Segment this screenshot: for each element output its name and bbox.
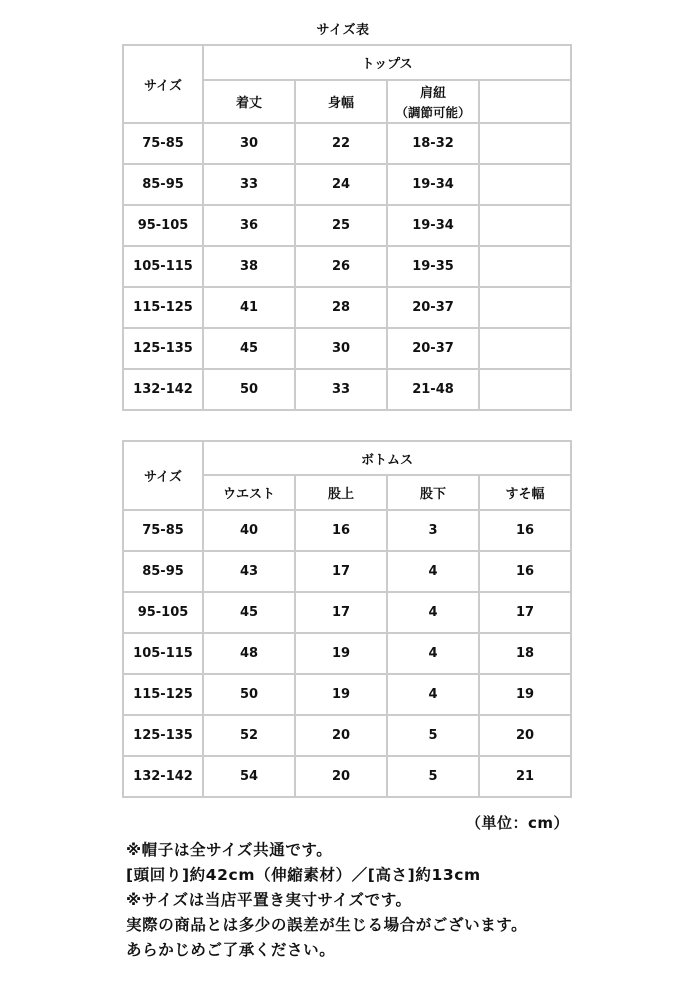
table-row (123, 328, 571, 369)
data-cell: 26 (295, 246, 387, 287)
data-cell: 54 (203, 756, 295, 797)
data-cell (479, 287, 571, 328)
data-cell: 17 (295, 551, 387, 592)
size-cell: 95-105 (123, 205, 203, 246)
unit-label: （単位：cm） (466, 814, 570, 832)
data-cell: 19-35 (387, 246, 479, 287)
data-cell: 20 (295, 756, 387, 797)
data-cell: 50 (203, 369, 295, 410)
data-cell: 20 (295, 715, 387, 756)
size-cell: 125-135 (123, 715, 203, 756)
column-header-hem-width: すそ幅 (479, 475, 571, 510)
note-line: 実際の商品とは多少の誤差が生じる場合がございます。 (126, 916, 528, 934)
data-cell: 19 (295, 674, 387, 715)
tops-header-row (123, 45, 571, 80)
note-line: ※帽子は全サイズ共通です。 (126, 841, 333, 859)
data-cell: 50 (203, 674, 295, 715)
data-cell: 19 (479, 674, 571, 715)
column-header-inseam: 股下 (387, 475, 479, 510)
tops-size-table (122, 44, 572, 411)
table-row (123, 756, 571, 797)
data-cell (479, 205, 571, 246)
size-cell: 75-85 (123, 510, 203, 551)
data-cell: 25 (295, 205, 387, 246)
size-cell: 95-105 (123, 592, 203, 633)
data-cell: 4 (387, 674, 479, 715)
column-header-waist: ウエスト (203, 475, 295, 510)
data-cell: 30 (295, 328, 387, 369)
data-cell: 33 (203, 164, 295, 205)
size-cell: 105-115 (123, 633, 203, 674)
data-cell: 18-32 (387, 123, 479, 164)
data-cell: 48 (203, 633, 295, 674)
data-cell: 17 (479, 592, 571, 633)
table-row (123, 674, 571, 715)
data-cell: 45 (203, 328, 295, 369)
data-cell: 16 (295, 510, 387, 551)
note-line: [頭回り]約42cm（伸縮素材）／[高さ]約13cm (126, 866, 481, 884)
size-cell: 115-125 (123, 674, 203, 715)
data-cell: 21 (479, 756, 571, 797)
data-cell: 19-34 (387, 164, 479, 205)
data-cell (479, 123, 571, 164)
bottoms-group-header: ボトムス (203, 441, 571, 475)
size-cell: 105-115 (123, 246, 203, 287)
size-cell: 125-135 (123, 328, 203, 369)
data-cell: 16 (479, 510, 571, 551)
data-cell: 41 (203, 287, 295, 328)
data-cell: 4 (387, 592, 479, 633)
data-cell: 52 (203, 715, 295, 756)
data-cell: 20 (479, 715, 571, 756)
data-cell: 20-37 (387, 328, 479, 369)
data-cell (479, 328, 571, 369)
data-cell: 16 (479, 551, 571, 592)
data-cell: 20-37 (387, 287, 479, 328)
table-row (123, 715, 571, 756)
table-row (123, 123, 571, 164)
data-cell: 38 (203, 246, 295, 287)
page-title: サイズ表 (316, 23, 370, 38)
data-cell: 28 (295, 287, 387, 328)
tops-group-header: トップス (203, 45, 571, 80)
table-row (123, 287, 571, 328)
size-cell: 132-142 (123, 756, 203, 797)
table-row (123, 510, 571, 551)
size-cell: 75-85 (123, 123, 203, 164)
column-header-width: 身幅 (295, 80, 387, 123)
data-cell: 40 (203, 510, 295, 551)
data-cell: 30 (203, 123, 295, 164)
data-cell: 21-48 (387, 369, 479, 410)
note-line: ※サイズは当店平置き実寸サイズです。 (126, 891, 412, 909)
data-cell: 33 (295, 369, 387, 410)
data-cell (479, 246, 571, 287)
data-cell: 45 (203, 592, 295, 633)
data-cell: 3 (387, 510, 479, 551)
note-line: あらかじめご了承ください。 (126, 941, 336, 959)
table-row (123, 592, 571, 633)
data-cell: 22 (295, 123, 387, 164)
table-row (123, 551, 571, 592)
bottoms-header-row (123, 441, 571, 475)
data-cell: 19 (295, 633, 387, 674)
data-cell (479, 369, 571, 410)
data-cell: 24 (295, 164, 387, 205)
table-row (123, 205, 571, 246)
data-cell: 5 (387, 715, 479, 756)
column-header-strap: 肩紐 （調節可能） (387, 80, 479, 123)
data-cell (479, 164, 571, 205)
data-cell: 19-34 (387, 205, 479, 246)
column-header-rise: 股上 (295, 475, 387, 510)
data-cell: 4 (387, 551, 479, 592)
bottoms-size-table (122, 440, 572, 798)
size-cell: 85-95 (123, 551, 203, 592)
table-row (123, 164, 571, 205)
data-cell: 4 (387, 633, 479, 674)
data-cell: 5 (387, 756, 479, 797)
size-cell: 132-142 (123, 369, 203, 410)
size-header: サイズ (123, 45, 203, 123)
data-cell: 18 (479, 633, 571, 674)
table-row (123, 633, 571, 674)
column-header-length: 着丈 (203, 80, 295, 123)
size-header: サイズ (123, 441, 203, 510)
notes (126, 838, 527, 963)
column-header-empty (479, 80, 571, 123)
size-cell: 85-95 (123, 164, 203, 205)
data-cell: 43 (203, 551, 295, 592)
data-cell: 17 (295, 592, 387, 633)
size-cell: 115-125 (123, 287, 203, 328)
table-row (123, 369, 571, 410)
table-row (123, 246, 571, 287)
data-cell: 36 (203, 205, 295, 246)
